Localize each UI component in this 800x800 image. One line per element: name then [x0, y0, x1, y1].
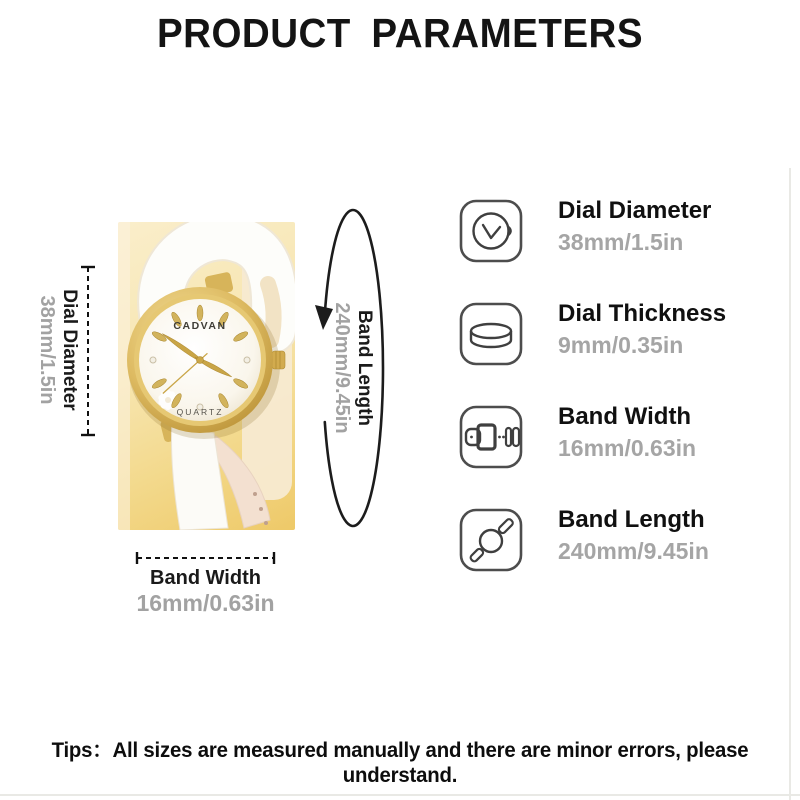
spec-label: Dial Thickness	[558, 300, 727, 327]
spec-label: Band Length	[558, 506, 705, 533]
strap-hole	[253, 492, 257, 496]
strap-hole	[264, 521, 268, 525]
spec-row-band-length	[458, 507, 726, 573]
dial-brand-text: CADVAN	[173, 320, 227, 332]
dial-diameter-annotation-label: Dial Diameter	[59, 289, 80, 411]
spec-value: 16mm/0.63in	[558, 435, 697, 461]
image-edge-line-right	[789, 168, 791, 800]
spec-text	[558, 404, 696, 461]
spec-list	[458, 198, 726, 610]
band-width-annotation-label: Band Width	[150, 567, 261, 589]
band-width-annotation	[134, 566, 277, 616]
spec-row-dial-diameter	[458, 198, 726, 264]
tips-note: Tips：All sizes are measured manually and there are minor errors, please understand.	[51, 739, 749, 787]
spec-text	[558, 507, 709, 564]
watch-product-photo	[118, 222, 295, 530]
dial-thickness-icon	[458, 301, 524, 367]
band-width-dimension-line	[134, 551, 277, 565]
spec-value: 38mm/1.5in	[558, 229, 684, 255]
band-width-annotation-value: 16mm/0.63in	[136, 590, 275, 616]
spec-value: 9mm/0.35in	[558, 332, 684, 358]
watch-illustration	[118, 222, 295, 530]
spec-text	[558, 198, 711, 255]
dial-diameter-annotation-value: 38mm/1.5in	[36, 295, 58, 405]
spec-value: 240mm/9.45in	[558, 538, 709, 564]
band-length-annotation-label: Band Length	[354, 309, 375, 427]
dial-diameter-icon	[458, 198, 524, 264]
photo-backdrop-highlight	[118, 222, 130, 530]
dial-diameter-dimension-line	[79, 264, 97, 438]
page-title: PRODUCT PARAMETERS	[156, 10, 644, 56]
spec-label: Band Width	[558, 403, 692, 430]
band-length-icon	[458, 507, 524, 573]
band-length-annotation-value: 240mm/9.45in	[331, 302, 353, 434]
spec-row-band-width	[458, 404, 726, 470]
dial-diameter-annotation	[35, 282, 81, 418]
band-length-annotation	[328, 288, 376, 448]
strap-hole	[259, 507, 263, 511]
spec-text	[558, 301, 726, 358]
spec-row-dial-thickness	[458, 301, 726, 367]
dial-movement-text: QUARTZ	[176, 407, 224, 417]
spec-label: Dial Diameter	[558, 197, 712, 224]
band-width-icon	[458, 404, 524, 470]
watch-crown	[272, 351, 285, 369]
image-edge-line-bottom	[0, 794, 800, 796]
